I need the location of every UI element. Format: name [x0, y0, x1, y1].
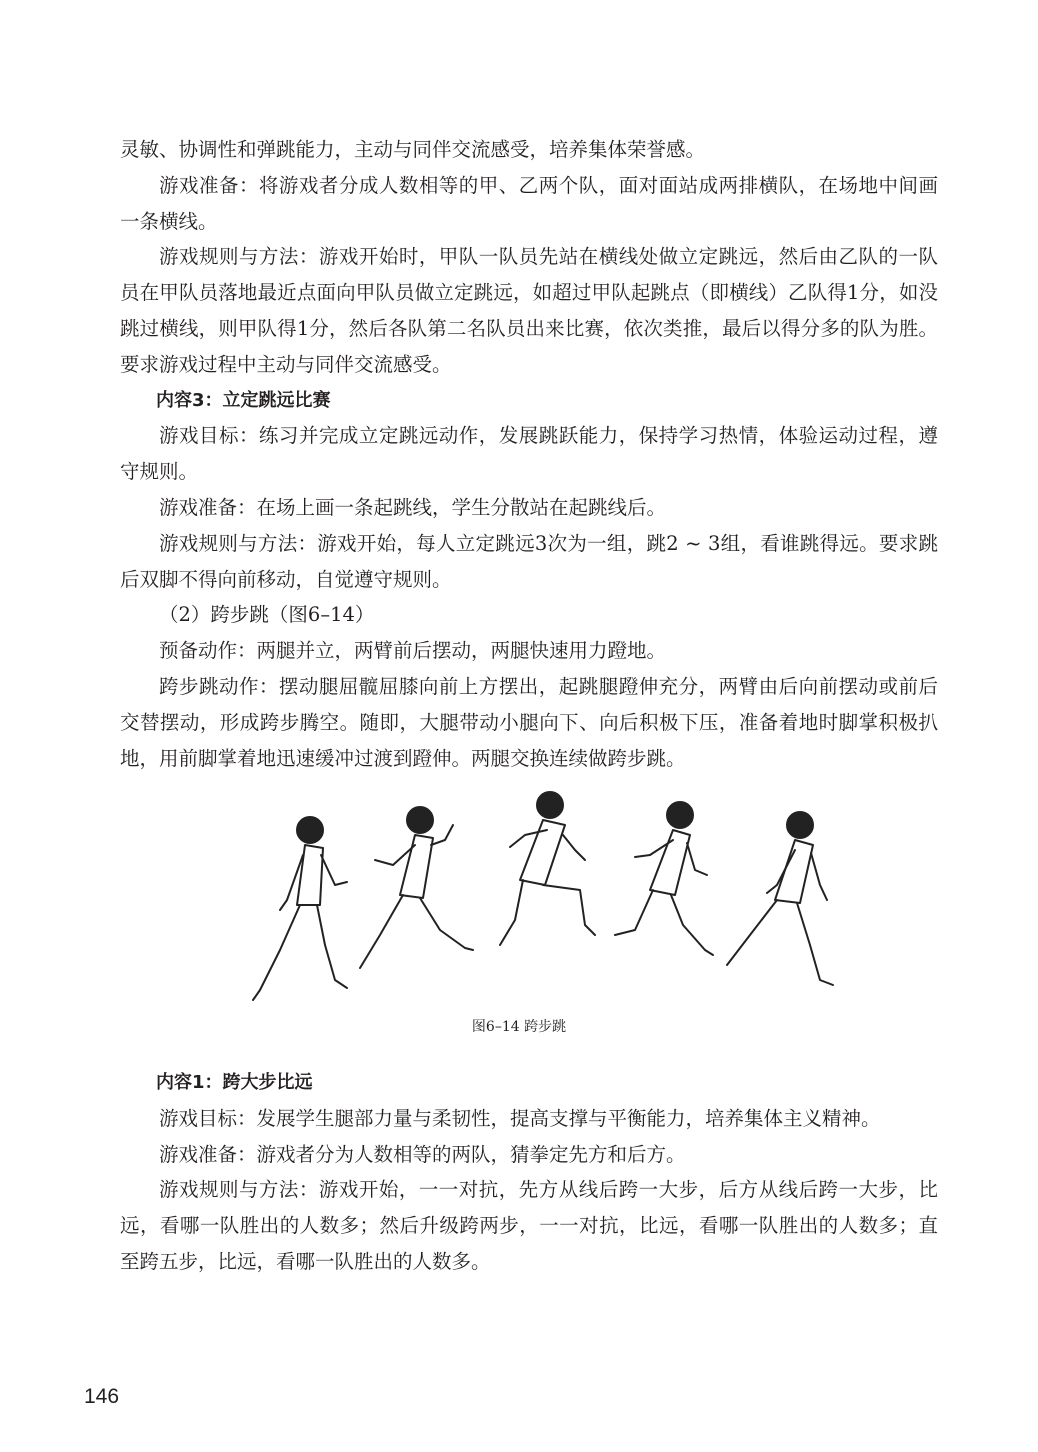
section-heading: 内容1：跨大步比远: [156, 1072, 313, 1093]
paragraph: 游戏准备：在场上画一条起跳线，学生分散站在起跳线后。: [159, 495, 667, 519]
runner-figure-3: [500, 792, 595, 945]
runner-figure-2: [360, 807, 473, 968]
paragraph: 游戏规则与方法：游戏开始时，甲队一队员先站在横线处做立定跳远，然后由乙队的一队员在甲队员落地最近点面向甲队员做立定跳远，如超过甲队起跳点（即横线）乙队得1分，如没跳过横线，则甲队得1分，然后各队第二名队员出来比赛，依次类推，最后以得分多的队为胜。要求游戏过程中主动与同伴交流感受。: [120, 245, 938, 376]
text-section-upper: [120, 132, 938, 776]
paragraph: 灵敏、协调性和弹跳能力，主动与同伴交流感受，培养集体荣誉感。: [120, 138, 706, 161]
paragraph: 游戏目标：发展学生腿部力量与柔韧性，提高支撑与平衡能力，培养集体主义精神。: [159, 1106, 881, 1130]
paragraph: 游戏准备：将游戏者分成人数相等的甲、乙两个队，面对面站成两排横队，在场地中间画一条横线。: [120, 173, 938, 233]
paragraph: 预备动作：两腿并立，两臂前后摆动，两腿快速用力蹬地。: [159, 639, 667, 663]
stride-jump-illustration: [215, 785, 835, 1010]
section-heading: 内容3：立定跳远比赛: [156, 389, 331, 411]
paragraph: 跨步跳动作：摆动腿屈髋屈膝向前上方摆出，起跳腿蹬伸充分，两臂由后向前摆动或前后交替摆动，形成跨步腾空。随即，大腿带动小腿向下、向后积极下压，准备着地时脚掌积极扒地，用前脚掌着地迅速缓冲过渡到蹬伸。两腿交换连续做跨步跳。: [120, 674, 938, 770]
paragraph: 游戏准备：游戏者分为人数相等的两队，猜拳定先方和后方。: [159, 1142, 686, 1166]
figure-caption: 图6–14 跨步跳: [471, 1019, 567, 1035]
paragraph: 游戏规则与方法：游戏开始，每人立定跳远3次为一组，跳2 ~ 3组，看谁跳得远。要求跳后双脚不得向前移动，自觉遵守规则。: [120, 531, 938, 591]
runner-figure-1: [253, 817, 347, 1000]
page-number: 146: [84, 1385, 120, 1408]
runner-figure-4: [615, 802, 713, 955]
paragraph: 游戏规则与方法：游戏开始，一一对抗，先方从线后跨一大步，后方从线后跨一大步，比远，看哪一队胜出的人数多；然后升级跨两步，一一对抗，比远，看哪一队胜出的人数多；直至跨五步，比远，看哪一队胜出的人数多。: [120, 1178, 938, 1273]
runner-figure-5: [727, 812, 833, 985]
paragraph: 游戏目标：练习并完成立定跳远动作，发展跳跃能力，保持学习热情，体验运动过程，遵守规则。: [120, 424, 938, 484]
text-section-lower: [120, 1065, 938, 1280]
subsection-title: （2）跨步跳（图6–14）: [159, 603, 375, 627]
